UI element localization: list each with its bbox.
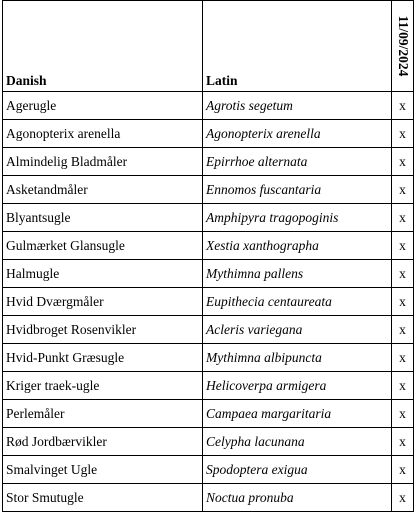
cell-latin: Mythimna pallens [203,260,392,288]
cell-mark: x [392,428,414,456]
cell-latin: Amphipyra tragopoginis [203,204,392,232]
header-row [3,1,414,92]
header-danish: Danish [3,1,203,92]
table-row [3,344,414,372]
table-body [3,92,414,512]
table-row [3,428,414,456]
cell-mark: x [392,372,414,400]
table-row [3,484,414,512]
table-row [3,456,414,484]
cell-danish: Stor Smutugle [3,484,203,512]
table-row [3,232,414,260]
cell-latin: Acleris variegana [203,316,392,344]
table-row [3,260,414,288]
table-row [3,400,414,428]
cell-danish: Hvidbroget Rosenvikler [3,316,203,344]
cell-latin: Epirrhoe alternata [203,148,392,176]
cell-mark: x [392,148,414,176]
table-row [3,316,414,344]
cell-latin: Eupithecia centaureata [203,288,392,316]
cell-latin: Helicoverpa armigera [203,372,392,400]
cell-danish: Perlemåler [3,400,203,428]
cell-danish: Rød Jordbærvikler [3,428,203,456]
cell-latin: Agonopterix arenella [203,120,392,148]
cell-mark: x [392,176,414,204]
cell-mark: x [392,400,414,428]
cell-danish: Hvid-Punkt Græsugle [3,344,203,372]
cell-latin: Noctua pronuba [203,484,392,512]
cell-latin: Xestia xanthographa [203,232,392,260]
table-header [3,1,414,92]
cell-latin: Spodoptera exigua [203,456,392,484]
cell-mark: x [392,204,414,232]
cell-latin: Mythimna albipuncta [203,344,392,372]
table-row [3,92,414,120]
cell-mark: x [392,316,414,344]
cell-mark: x [392,92,414,120]
cell-mark: x [392,456,414,484]
table-row [3,120,414,148]
header-date [392,1,414,92]
cell-mark: x [392,120,414,148]
cell-danish: Agonopterix arenella [3,120,203,148]
species-table [2,0,414,512]
cell-danish: Asketandmåler [3,176,203,204]
cell-mark: x [392,484,414,512]
cell-danish: Blyantsugle [3,204,203,232]
cell-danish: Halmugle [3,260,203,288]
table-row [3,288,414,316]
cell-mark: x [392,232,414,260]
cell-latin: Campaea margaritaria [203,400,392,428]
table-row [3,148,414,176]
cell-danish: Smalvinget Ugle [3,456,203,484]
cell-danish: Gulmærket Glansugle [3,232,203,260]
cell-latin: Agrotis segetum [203,92,392,120]
table-row [3,372,414,400]
cell-danish: Almindelig Bladmåler [3,148,203,176]
table-row [3,176,414,204]
table-row [3,204,414,232]
cell-danish: Kriger traek-ugle [3,372,203,400]
cell-latin: Celypha lacunana [203,428,392,456]
cell-danish: Hvid Dværgmåler [3,288,203,316]
header-date-label: 11/09/2024 [395,15,411,77]
cell-latin: Ennomos fuscantaria [203,176,392,204]
cell-danish: Agerugle [3,92,203,120]
cell-mark: x [392,260,414,288]
cell-mark: x [392,344,414,372]
cell-mark: x [392,288,414,316]
header-latin: Latin [203,1,392,92]
